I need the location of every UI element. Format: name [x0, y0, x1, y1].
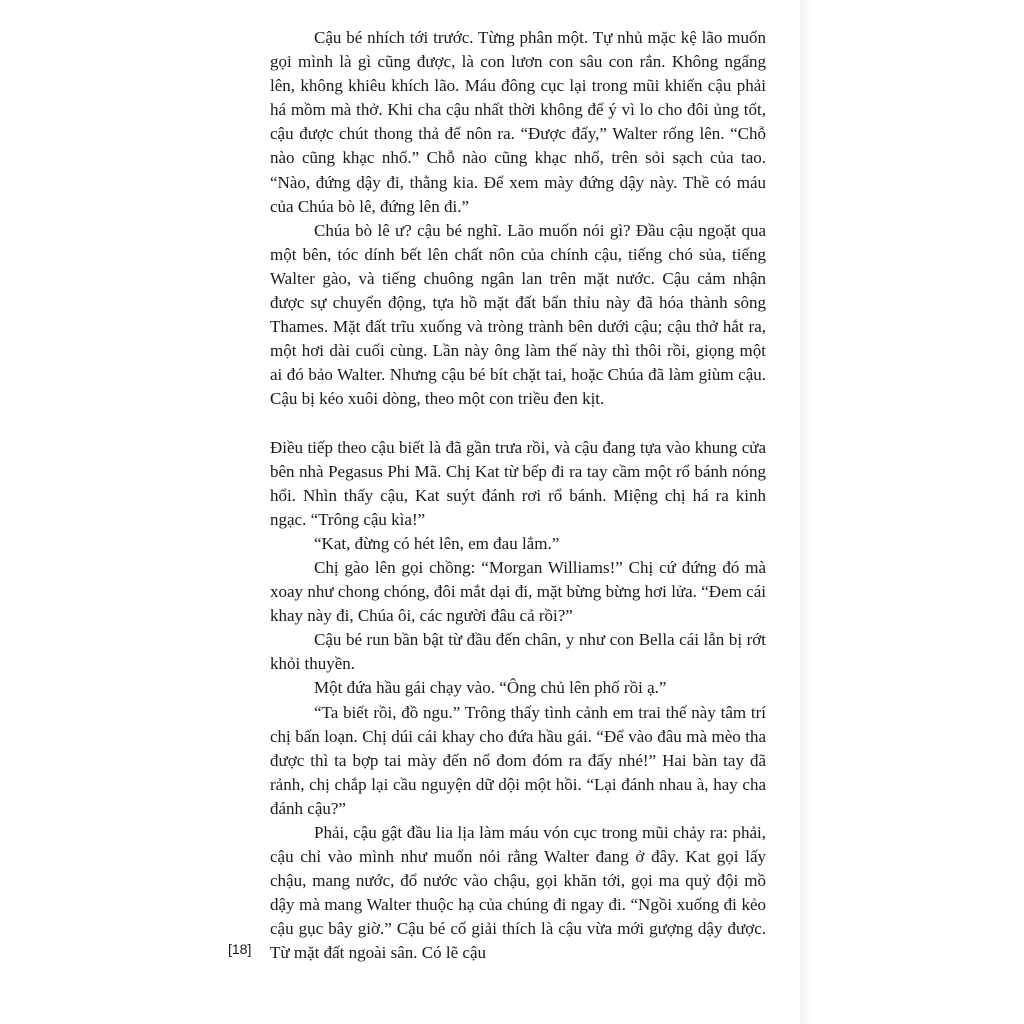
- paragraph-7: Một đứa hầu gái chạy vào. “Ông chủ lên phố rồi ạ.”: [314, 678, 667, 698]
- page-number: [18]: [228, 941, 252, 957]
- paragraph-1: Cậu bé nhích tới trước. Từng phân một. Tự nhủ mặc kệ lão muốn gọi mình là gì cũng được, là con lươn con sâu con rắn. Không ngẩng lên, không khiêu khích lão. Máu đông cục lại trong mũi khiến cậu phải há mồm mà thở. Khi cha cậu nhất thời không để ý vì lo cho đôi ủng tốt, cậu được chút thong thả để nôn ra. “Được đấy,” Walter rống lên. “Chỗ nào cũng khạc nhổ.” Chỗ nào cũng khạc nhổ, trên sỏi sạch của tao. “Nào, đứng dậy đi, thằng kia. Để xem mày đứng dậy này. Thề có máu của Chúa bò lê, đứng lên đi.”: [270, 28, 766, 216]
- page-edge-shadow: [800, 0, 824, 1024]
- body-text: [270, 26, 766, 966]
- paragraph-9: Phải, cậu gật đầu lia lịa làm máu vón cục trong mũi chảy ra: phải, cậu chỉ vào mình như muốn nói rằng Walter đang ở đây. Kat gọi lấy chậu, mang nước, đổ nước vào chậu, gọi khăn tới, gọi ma quỷ đội mồ dậy mà mang Walter thuộc hạ của chúng đi ngay đi. “Ngồi xuống đi kẻo cậu gục bây giờ.” Cậu bé cố giải thích là cậu vừa mới gượng dậy được. Từ mặt đất ngoài sân. Có lẽ cậu: [270, 823, 766, 963]
- paragraph-2: Chúa bò lê ư? cậu bé nghĩ. Lão muốn nói gì? Đầu cậu ngoặt qua một bên, tóc dính bết lên chất nôn của chính cậu, tiếng chó sủa, tiếng Walter gào, và tiếng chuông ngân lan trên mặt nước. Cậu cảm nhận được sự chuyển động, tựa hồ mặt đất bẩn thỉu này đã hóa thành sông Thames. Mặt đất trĩu xuống và tròng trành bên dưới cậu; cậu thở hắt ra, một hơi dài cuối cùng. Lần này ông làm thế này thì thôi rồi, giọng một ai đó bảo Walter. Nhưng cậu bé bít chặt tai, hoặc Chúa đã làm giùm cậu. Cậu bị kéo xuôi dòng, theo một con triều đen kịt.: [270, 220, 766, 409]
- paragraph-8: “Ta biết rồi, đồ ngu.” Trông thấy tình cảnh em trai thế này tâm trí chị bấn loạn. Chị dúi cái khay cho đứa hầu gái. “Để vào đâu mà mèo tha được thì ta bợp tai mày đến nổ đom đóm ra đấy nhé!” Hai bàn tay đã rảnh, chị chắp lại cầu nguyện dữ dội một hồi. “Lại đánh nhau à, hay cha đánh cậu?”: [270, 702, 766, 818]
- paragraph-6: Cậu bé run bần bật từ đầu đến chân, y như con Bella cái lẫn bị rớt khỏi thuyền.: [270, 630, 766, 674]
- paragraph-3: Điều tiếp theo cậu biết là đã gần trưa rồi, và cậu đang tựa vào khung cửa bên nhà Pegasus Phi Mã. Chị Kat từ bếp đi ra tay cầm một rổ bánh nóng hổi. Nhìn thấy cậu, Kat suýt đánh rơi rổ bánh. Miệng chị há ra kinh ngạc. “Trông cậu kìa!”: [270, 437, 766, 529]
- paragraph-5: Chị gào lên gọi chồng: “Morgan Williams!” Chị cứ đứng đó mà xoay như chong chóng, đôi mắt dại đi, mặt bừng bừng hơi lửa. “Đem cái khay này đi, Chúa ôi, các người đâu cả rồi?”: [270, 557, 766, 626]
- paragraph-4: “Kat, đừng có hét lên, em đau lắm.”: [314, 533, 560, 553]
